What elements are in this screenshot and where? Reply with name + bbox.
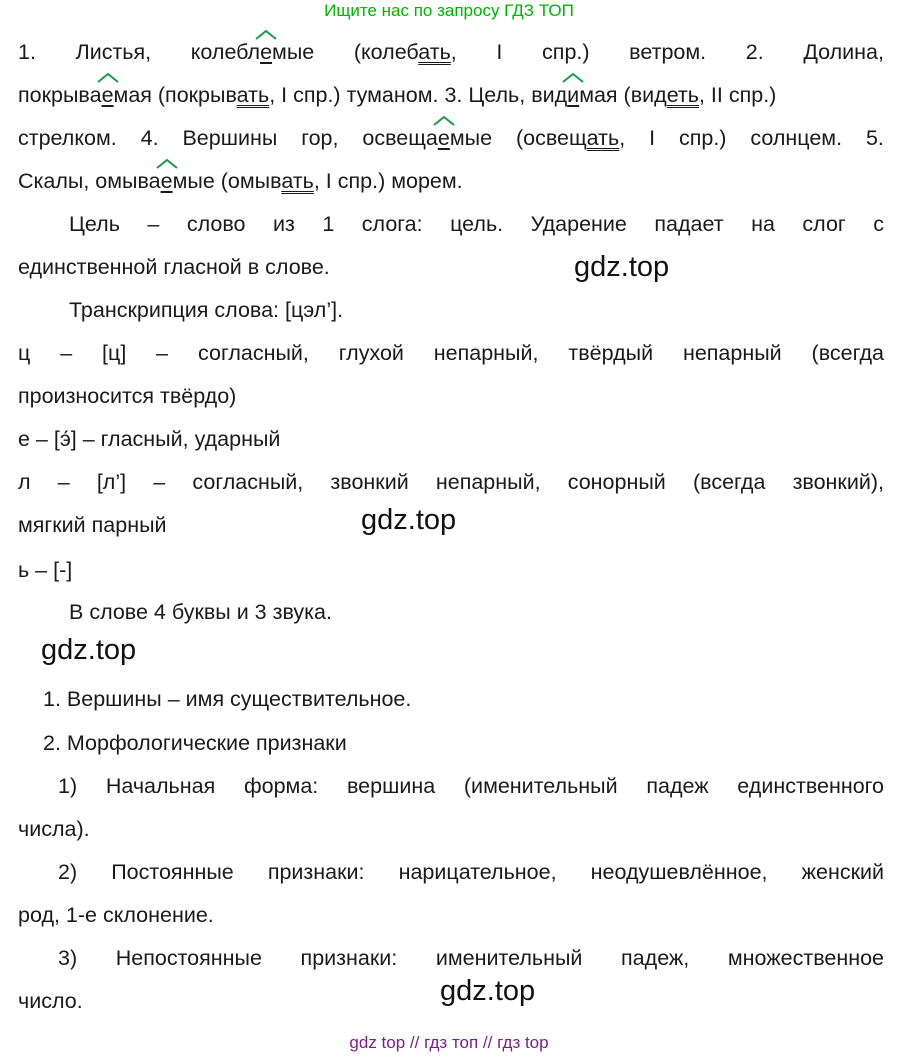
suffix-caret-icon xyxy=(562,73,584,83)
text-fragment: 1. xyxy=(18,40,36,64)
text-fragment: спр.) xyxy=(542,40,590,64)
phonetic-line-10: В слове 4 буквы и 3 звука. xyxy=(69,600,332,624)
watermark: gdz.top xyxy=(574,251,670,283)
morph-line-1: 1. Вершины – имя существительное. xyxy=(43,687,412,711)
verb-ending: еть xyxy=(666,83,699,107)
exercise-line-2: покрыва емая (покрывать, I спр.) туманом. 3. Цель, вид имая (видеть, II спр.) xyxy=(18,74,884,118)
phonetic-line-3: Транскрипция слова: [цэл’]. xyxy=(69,298,344,322)
exercise-line-1 xyxy=(18,31,884,75)
phonetic-line-4: ц – [ц] – согласный, глухой непарный, твёрдый непарный (всегда xyxy=(18,341,884,365)
search-hint-header: Ищите нас по запросу ГДЗ ТОП xyxy=(324,1,574,20)
phonetic-line-5: произносится твёрдо) xyxy=(18,384,237,408)
verb-ending: ать xyxy=(418,40,451,64)
watermark: gdz.top xyxy=(41,634,137,666)
suffix-vowel: е xyxy=(260,31,272,75)
suffix-caret-icon xyxy=(156,159,178,169)
morph-line-2: 2. Морфологические признаки xyxy=(43,731,347,755)
suffix-vowel: е xyxy=(161,160,173,204)
verb-ending: ать xyxy=(236,83,270,107)
suffix-vowel: е xyxy=(102,74,114,118)
phonetic-line-2: единственной гласной в слове. xyxy=(18,255,330,279)
suffix-vowel: и xyxy=(567,74,579,118)
morph-line-7: 3) Непостоянные признаки: именительный падеж, множественное xyxy=(58,946,884,970)
infinitive: (колебать, xyxy=(353,40,457,64)
phonetic-line-8: мягкий парный xyxy=(18,513,167,537)
text-fragment: 2. xyxy=(745,40,764,64)
morph-line-4: числа). xyxy=(18,817,90,841)
watermark: gdz.top xyxy=(440,975,536,1007)
morph-line-5: 2) Постоянные признаки: нарицательное, неодушевлённое, женский xyxy=(58,860,884,884)
exercise-line-4: Скалы, омыва емые (омывать, I спр.) морем. xyxy=(18,160,884,204)
watermark: gdz.top xyxy=(361,504,457,536)
exercise-line-3: стрелком. 4. Вершины гор, освеща емые (освещать, I спр.) солнцем. 5. xyxy=(18,117,884,161)
text-fragment: Листья, xyxy=(75,40,152,64)
morph-line-3: 1) Начальная форма: вершина (именительный падеж единственного xyxy=(58,774,884,798)
morph-line-6: род, 1-е склонение. xyxy=(18,903,214,927)
text-fragment: ветром. xyxy=(629,40,707,64)
word-kolebl: колебл емые xyxy=(191,40,314,64)
morph-line-8: число. xyxy=(18,989,83,1013)
verb-ending: ать xyxy=(586,126,620,150)
suffix-caret-icon xyxy=(255,30,277,40)
text-fragment: Долина, xyxy=(803,40,884,64)
phonetic-line-7: л – [л’] – согласный, звонкий непарный, сонорный (всегда звонкий), xyxy=(18,470,884,494)
phonetic-line-6: е – [э́] – гласный, ударный xyxy=(18,427,281,451)
phonetic-line-1: Цель – слово из 1 слога: цель. Ударение падает на слог с xyxy=(69,212,884,236)
footer-links: gdz top // гдз топ // гдз top xyxy=(349,1033,549,1052)
text-fragment: I xyxy=(496,40,503,64)
suffix-caret-icon xyxy=(97,73,119,83)
suffix-vowel: е xyxy=(438,117,450,161)
verb-ending: ать xyxy=(281,169,314,193)
suffix-caret-icon xyxy=(433,116,455,126)
phonetic-line-9: ь – [-] xyxy=(18,558,73,582)
